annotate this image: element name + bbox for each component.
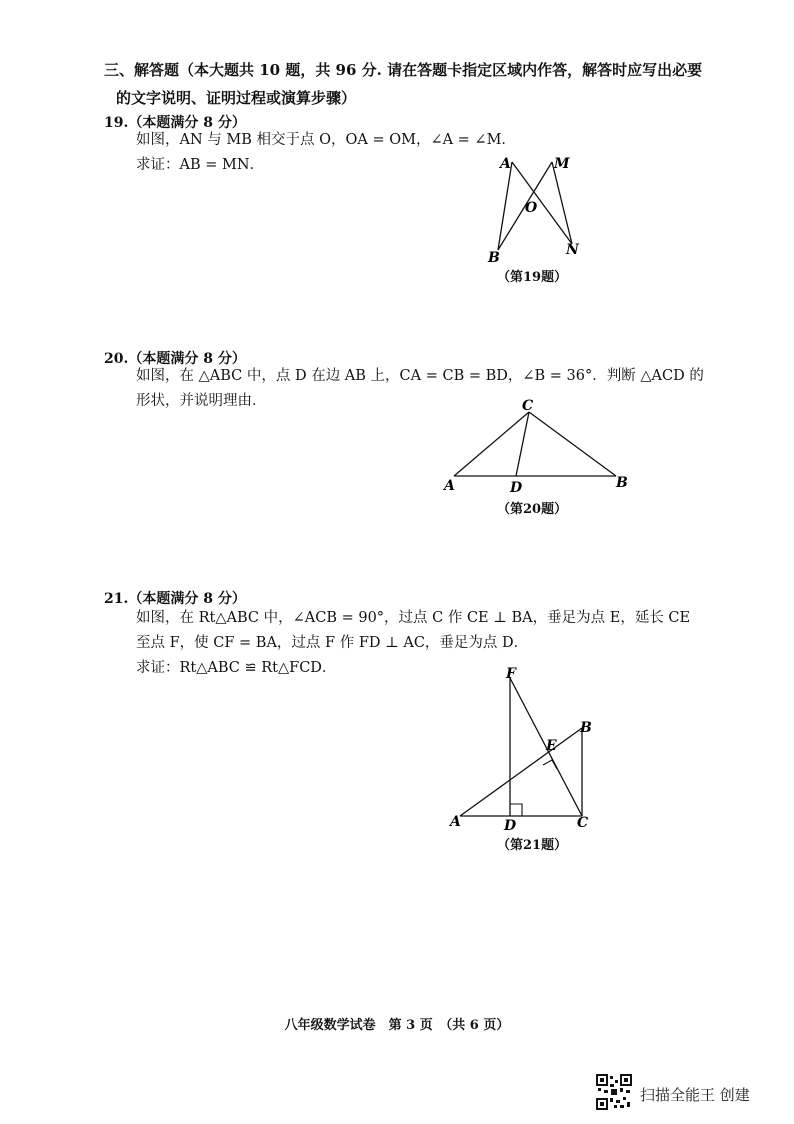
point-label-B: B: [488, 250, 500, 266]
question-19-body: [136, 128, 516, 178]
point-label-B: B: [580, 720, 592, 736]
question-21-line3: 求证：Rt△ABC ≌ Rt△FCD．: [136, 660, 337, 676]
question-20-score: （本题满分 8 分）: [128, 351, 246, 367]
caption-20: （第20题）: [497, 502, 568, 517]
question-21-body: [136, 606, 690, 681]
point-label-C: C: [522, 398, 534, 414]
figure-20: [436, 396, 636, 500]
question-19-line2: 求证：AB = MN．: [136, 157, 265, 173]
point-label-B: B: [616, 475, 628, 491]
point-label-D: D: [504, 818, 517, 834]
page-footer: 八年级数学试卷 第 3 页 （共 6 页）: [284, 1018, 510, 1033]
figure-19: [480, 148, 600, 272]
question-21-header: [104, 588, 246, 608]
point-label-A: A: [444, 478, 455, 494]
right-angle-E: [543, 760, 557, 769]
point-label-N: N: [566, 242, 579, 258]
section-heading-line1: 三、解答题（本大题共 10 题，共 96 分. 请在答题卡指定区域内作答，解答时应写出必要: [104, 61, 703, 79]
right-angle-D: [510, 804, 522, 816]
scanner-watermark-text: 扫描全能王 创建: [640, 1086, 750, 1104]
question-20-line2: 形状，并说明理由．: [136, 393, 267, 409]
question-21-line1: 如图，在 Rt△ABC 中，∠ACB = 90°，过点 C 作 CE ⊥ BA，垂足为点 E，延长 CE: [136, 610, 691, 626]
segment-CB: [529, 412, 616, 476]
figure-21: [446, 664, 606, 842]
question-21-score: （本题满分 8 分）: [128, 591, 246, 607]
point-label-A: A: [450, 814, 461, 830]
section-heading: [104, 56, 704, 112]
segment-AB: [460, 728, 582, 816]
question-20-number: 20.: [104, 351, 129, 367]
question-21-line2: 至点 F，使 CF = BA，过点 F 作 FD ⊥ AC，垂足为点 D．: [136, 635, 529, 651]
point-label-C: C: [577, 815, 589, 831]
point-label-E: E: [546, 738, 557, 754]
question-19-line1: 如图，AN 与 MB 相交于点 O，OA = OM，∠A = ∠M．: [136, 132, 516, 148]
segment-AB: [498, 162, 512, 250]
qr-code-icon: [596, 1074, 632, 1110]
question-19-score: （本题满分 8 分）: [128, 115, 246, 131]
caption-19: （第19题）: [497, 270, 568, 285]
caption-21: （第21题）: [497, 838, 568, 853]
point-label-M: M: [554, 156, 570, 172]
point-label-D: D: [510, 480, 523, 496]
question-20-line1: 如图，在 △ABC 中，点 D 在边 AB 上，CA = CB = BD，∠B = 36°．判断 △ACD 的: [136, 368, 704, 384]
point-label-O: O: [525, 200, 538, 216]
question-21-number: 21.: [104, 591, 129, 607]
question-19-number: 19.: [104, 115, 129, 131]
point-label-F: F: [506, 666, 516, 682]
segment-AN: [512, 162, 572, 244]
point-label-A: A: [500, 156, 511, 172]
segment-MN: [552, 162, 572, 244]
section-heading-line2: 的文字说明、证明过程或演算步骤）: [116, 89, 357, 107]
